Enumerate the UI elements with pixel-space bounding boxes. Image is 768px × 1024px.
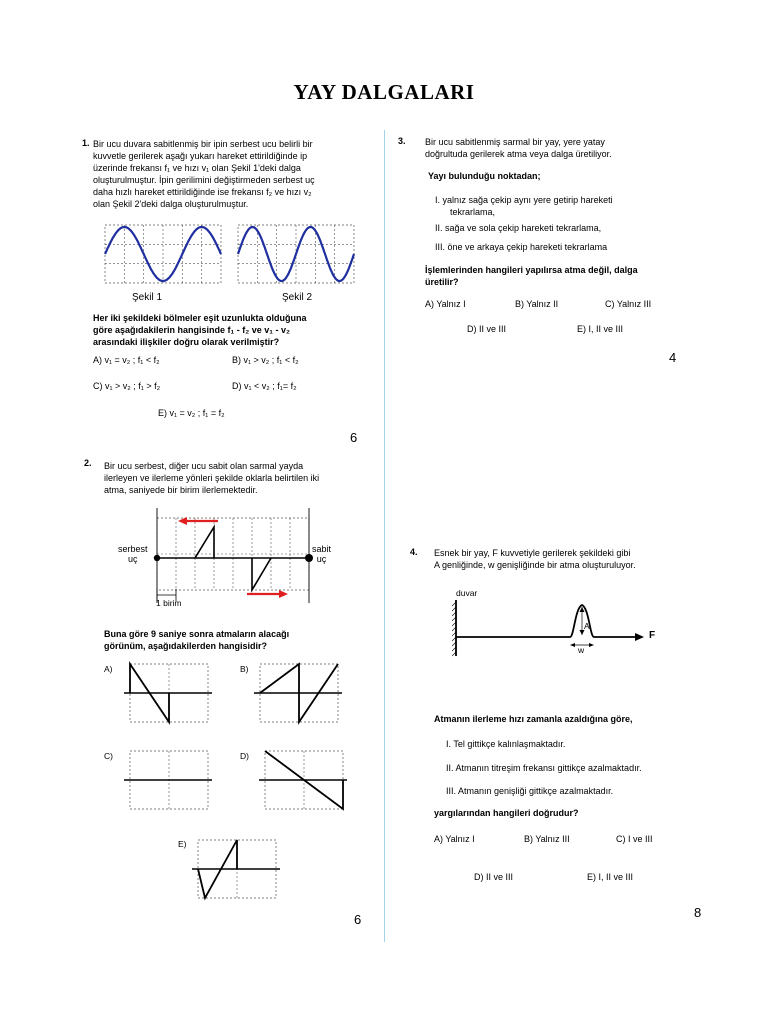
q1-line: olan Şekil 2'deki dalga oluşturulmuştur. — [93, 199, 249, 209]
q3-number: 3. — [398, 136, 406, 146]
q1-line: üzerinde frekansı f₁ ve hızı v₁ olan Şekil 1'deki dalga — [93, 163, 301, 173]
q2-number: 2. — [84, 458, 92, 468]
q2-option-a-figure — [124, 664, 212, 722]
q2-option-a-label[interactable]: A) — [104, 664, 113, 674]
q4-line: A genliğinde, w genişliğinde bir atma oluşturuluyor. — [434, 560, 636, 570]
q2-option-e-label[interactable]: E) — [178, 839, 187, 849]
q4-option-b[interactable]: B) Yalnız III — [524, 834, 570, 844]
page-title: YAY DALGALARI — [293, 80, 475, 104]
q1-question-line: Her iki şekildeki bölmeler eşit uzunlukta olduğuna — [93, 313, 307, 323]
q3-item-line: I. yalnız sağa çekip aynı yere getirip hareketi — [435, 195, 613, 205]
q3-text — [425, 136, 612, 160]
q2-option-b-figure — [254, 664, 342, 722]
q2-option-d-label[interactable]: D) — [240, 751, 249, 761]
q3-item-3: III. öne ve arkaya çekip hareketi tekrarlama — [435, 242, 608, 252]
q3-question-line: üretilir? — [425, 277, 459, 287]
q3-item-2: II. sağa ve sola çekip hareketi tekrarlama, — [435, 223, 602, 233]
q4-question-2: yargılarından hangileri doğrudur? — [434, 808, 579, 818]
q2-option-d-figure — [259, 751, 347, 809]
q1-line: Bir ucu duvara sabitlenmiş bir ipin serbest ucu belirli bir — [93, 139, 313, 149]
fixed-end-word: uç — [316, 554, 327, 564]
fig1-caption: Şekil 1 — [132, 292, 163, 303]
q3-page-number: 4 — [669, 350, 677, 365]
q1-option-b[interactable]: B) v₁ > v₂ ; f₁ < f₂ — [232, 355, 299, 365]
q2-question-line: Buna göre 9 saniye sonra atmaların alacağı — [104, 629, 290, 639]
q3-line: Bir ucu sabitlenmiş sarmal bir yay, yere yatay — [425, 137, 605, 147]
q2-line: atma, saniyede bir birim ilerlemektedir. — [104, 485, 258, 495]
q4-option-d[interactable]: D) II ve III — [474, 872, 514, 882]
q2-option-c-figure — [124, 751, 212, 809]
fig2-caption: Şekil 2 — [282, 292, 313, 303]
q4-spring-figure — [452, 590, 677, 665]
q2-option-c-label[interactable]: C) — [104, 751, 113, 761]
q4-option-a[interactable]: A) Yalnız I — [434, 834, 475, 844]
fixed-end-word: sabit — [312, 544, 332, 554]
q3-option-d[interactable]: D) II ve III — [467, 324, 507, 334]
q4-option-c[interactable]: C) I ve III — [616, 834, 653, 844]
q3-question — [425, 264, 638, 288]
q1-option-a[interactable]: A) v₁ = v₂ ; f₁ < f₂ — [93, 355, 160, 365]
q2-line: ilerleyen ve ilerleme yönleri şekilde oklarla belirtilen iki — [104, 473, 320, 483]
q3-option-e[interactable]: E) I, II ve III — [577, 324, 624, 334]
q4-item-2: II. Atmanın titreşim frekansı gittikçe azalmaktadır. — [446, 763, 642, 773]
q3-option-a[interactable]: A) Yalnız I — [425, 299, 466, 309]
q1-question-line: arasındaki ilişkiler doğru olarak verilmiştir? — [93, 337, 280, 347]
q4-page-number: 8 — [694, 905, 702, 920]
q3-item-line: tekrarlama, — [450, 207, 496, 217]
q2-line: Bir ucu serbest, diğer ucu sabit olan sarmal yayda — [104, 461, 304, 471]
q2-option-b-label[interactable]: B) — [240, 664, 249, 674]
q3-option-b[interactable]: B) Yalnız II — [515, 299, 559, 309]
q3-line: doğrultuda gerilerek atma veya dalga üretiliyor. — [425, 149, 612, 159]
q3-item-1 — [435, 194, 613, 218]
q4-item-3: III. Atmanın genişliği gittikçe azalmaktadır. — [446, 786, 614, 796]
free-end-word: uç — [128, 554, 138, 564]
q2-question-line: görünüm, aşağıdakilerden hangisidir? — [104, 641, 268, 651]
q1-line: kuvvetle gerilerek aşağı yukarı hareket ettirildiğinde ip — [93, 151, 308, 161]
q2-option-e-figure — [192, 840, 280, 898]
force-label: F — [649, 630, 656, 641]
q4-option-e[interactable]: E) I, II ve III — [587, 872, 634, 882]
q1-page-number: 6 — [350, 430, 358, 445]
amplitude-label: A — [584, 621, 590, 631]
q1-option-e[interactable]: E) v₁ = v₂ ; f₁ = f₂ — [158, 408, 225, 418]
q1-option-c[interactable]: C) v₁ > v₂ ; f₁ > f₂ — [93, 381, 161, 391]
q4-item-1: I. Tel gittikçe kalınlaşmaktadır. — [446, 739, 566, 749]
width-label: w — [578, 645, 585, 655]
wall-label: duvar — [456, 588, 478, 598]
spring-with-pulse — [456, 605, 637, 637]
unit-label: 1 birim — [156, 598, 182, 608]
force-arrowhead — [635, 633, 644, 641]
q1-question-line: göre aşağıdakilerin hangisinde f₁ - f₂ ve v₁ - v₂ — [93, 325, 290, 335]
q3-subtitle: Yayı bulunduğu noktadan; — [428, 171, 541, 181]
q3-option-c[interactable]: C) Yalnız III — [605, 299, 652, 309]
q4-number: 4. — [410, 547, 418, 557]
q4-text — [434, 547, 636, 571]
free-end-word: serbest — [118, 544, 148, 554]
q4-line: Esnek bir yay, F kuvvetiyle gerilerek şekildeki gibi — [434, 548, 631, 558]
q1-option-d[interactable]: D) v₁ < v₂ ; f₁= f₂ — [232, 381, 297, 391]
q1-number: 1. — [82, 138, 90, 148]
q4-question: Atmanın ilerleme hızı zamanla azaldığına göre, — [434, 714, 633, 724]
q1-line: oluşturulmuştur. İpin gerilimini değiştirmeden serbest uç — [93, 175, 315, 185]
q2-page-number: 6 — [354, 912, 362, 927]
q1-line: daha hızlı hareket ettirildiğinde ise frekansı f₂ ve hızı v₂ — [93, 187, 312, 197]
q3-question-line: İşlemlerinden hangileri yapılırsa atma değil, dalga — [425, 265, 638, 275]
